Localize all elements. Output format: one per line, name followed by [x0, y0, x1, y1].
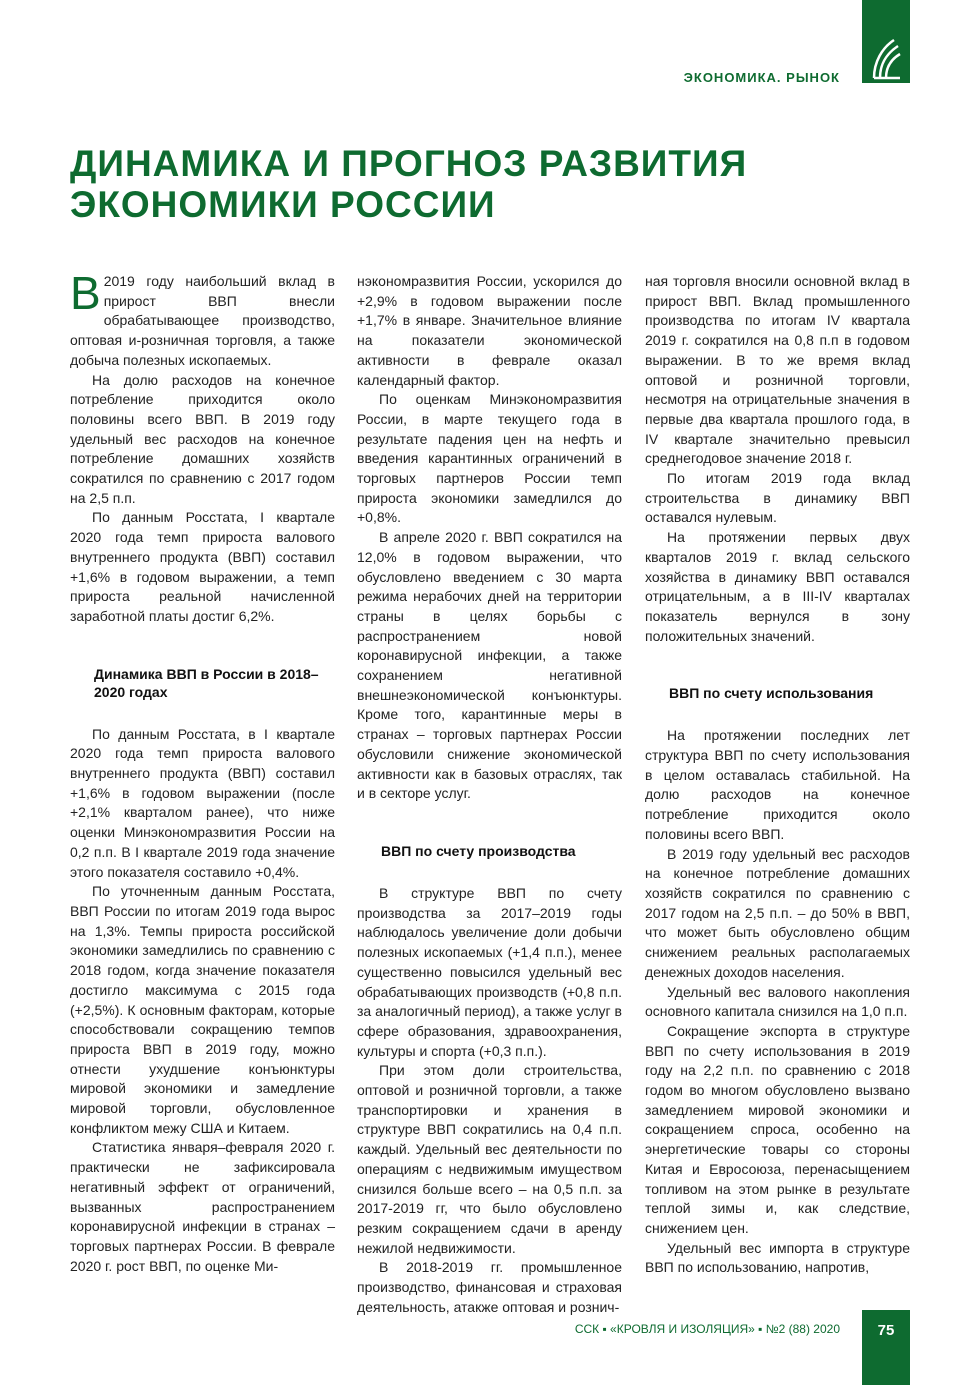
- heading-text: ВВП по счету производства: [381, 842, 576, 859]
- section-heading: [94, 665, 335, 701]
- section-heading: [381, 842, 622, 860]
- title-line: ЭКОНОМИКИ РОССИИ: [70, 184, 496, 225]
- section-tab: [862, 0, 910, 83]
- paragraph: По оценкам Минэкономразвития России, в марте текущего года в результате падения цен на нефть и введения карантинных ограничений в торговых партнеров России темп прироста экономики замедлился до +0,8%.: [357, 391, 622, 526]
- column-3: [645, 272, 910, 1278]
- heading-text: ВВП по счету использования: [669, 685, 874, 702]
- paragraph: На протяжении последних лет структура ВВП по счету использования в целом оставалась стабильной. На долю расходов на конечное потребление приходится около половины всего ВВП.: [645, 727, 910, 842]
- leaf-logo-icon: [870, 38, 902, 80]
- title-line: ДИНАМИКА И ПРОГНОЗ РАЗВИТИЯ: [70, 143, 748, 184]
- paragraph: По уточненным данным Росстата, ВВП России по итогам 2019 года вырос на 1,3%. Темпы прироста российской экономики замедлились по сравнению с 2018 годом, когда значение показателя достигло максимума с 2015 года (+2,5%). К основным факторам, которые способствовали сокращению темпов прироста ВВП в 2019 году, можно отнести ухудшение конъюнктуры мировой экономики и замедление мировой торговли, обусловленное конфликтом межу США и Китаем.: [70, 883, 335, 1136]
- paragraph: нэкономразвития России, ускорился до +2,9% в годовом выражении после +1,7% в январе. Значительное влияние на показатели экономической активности в феврале оказал календарный фактор.: [357, 273, 622, 388]
- page-number: 75: [862, 1310, 910, 1385]
- paragraph: По данным Росстата, I квартале 2020 года темп прироста валового внутреннего продукта (ВВП) составил +1,6% в годовом выражении, а темп прироста реальной начисленной заработной платы достиг 6,2%.: [70, 509, 335, 624]
- column-1: [70, 267, 335, 1276]
- paragraph: На долю расходов на конечное потребление приходится около половины всего ВВП. В 2019 году удельный вес расходов на конечное потребление домашних хозяйств сократился по сравнению с 2017 годом на 2,5 п.п.: [70, 371, 335, 506]
- paragraph: В 2018-2019 гг. промышленное производство, финансовая и страховая деятельность, атакже оптовая и рознич-: [357, 1259, 622, 1315]
- heading-text: Динамика ВВП в России в 2018–2020 годах: [94, 665, 319, 700]
- paragraph: На протяжении первых двух кварталов 2019 г. вклад сельского хозяйства в динамику ВВП оставался отрицательным, а в III-IV кварталах показатель вернулся в зону положительных значений.: [645, 529, 910, 644]
- paragraph-text: 2019 году наибольший вклад в прирост ВВП внесли обрабатывающее производство, оптовая и-розничная торговля, а также добыча полезных ископаемых.: [70, 273, 335, 368]
- paragraph: ная торговля вносили основной вклад в прирост ВВП. Вклад промышленного производства по итогам IV квартала 2019 г. сократился на 0,8 п.п в годовом выражении. В то же время вклад оптовой и розничной торговли, несмотря на отрицательные значения в первые два квартала прошлого года, в IV квартале значительно превысил среднегодовое значение 2018 г.: [645, 273, 910, 467]
- paragraph: [70, 267, 335, 371]
- paragraph: При этом доли строительства, оптовой и розничной торговли, а также транспортировки и хранения в структуре ВВП сократились на 0,4 п.п. каждый. Удельный вес деятельности по операциям с недвижимым имуществом снизился больше всего – на 0,5 п.п. за 2017-2019 гг, что было обусловлено резким сокращением сдачи в аренду нежилой недвижимости.: [357, 1062, 622, 1256]
- paragraph: В структуре ВВП по счету производства за 2017–2019 годы наблюдалось увеличение доли добычи полезных ископаемых (+1,4 п.п.), менее существенно повысился удельный вес обрабатывающих производств (+0,8 п.п. за аналогичный период), а также услуг в сфере образования, здравоохранения, культуры и спорта (+0,3 п.п.).: [357, 884, 622, 1059]
- paragraph: Удельный вес валового накопления основного капитала снизился на 1,0 п.п.: [645, 983, 910, 1020]
- paragraph: По итогам 2019 года вклад строительства в динамику ВВП оставался нулевым.: [645, 470, 910, 526]
- section-label: ЭКОНОМИКА. РЫНОК: [683, 70, 840, 85]
- section-heading: [669, 684, 910, 702]
- paragraph: Удельный вес импорта в структуре ВВП по использованию, напротив,: [645, 1239, 910, 1276]
- paragraph: По данным Росстата, в I квартале 2020 года темп прироста валового внутреннего продукта (ВВП) составил +1,6% в годовом выражении (после +2,1% кварталом ранее), что ниже оценки Минэкономразвития России на 0,2 п.п. В I квартале 2019 года значение этого показателя составило +0,4%.: [70, 725, 335, 880]
- drop-cap: В: [70, 267, 101, 319]
- paragraph: В апреле 2020 г. ВВП сократился на 12,0% в годовом выражении, что обусловлено введением с 30 марта режима нерабочих дней на территории страны в целях борьбы с распространением новой коронавирусной инфекции, а также сохранением негативной внешнеэкономической конъюнктуры. Кроме того, карантинные меры в странах – торговых партнерах России обусловили снижение экономической активности как в базовых отраслях, так и в секторе услуг.: [357, 529, 622, 802]
- page-title: [70, 143, 747, 225]
- column-2: [357, 272, 622, 1317]
- paragraph: Статистика января–февраля 2020 г. практически не зафиксировала негативный эффект от ограничений, вызванных распространением коронавирусной инфекции в странах – торговых партнерах России. В феврале 2020 г. рост ВВП, по оценке Ми-: [70, 1139, 335, 1274]
- paragraph: Сокращение экспорта в структуре ВВП по счету использования в 2019 году на 2,2 п.п. по сравнению с 2018 годом во многом обусловлено вызвано замедлением мировой экономики и сокращением спроса, особенно на энергетические товары со стороны Китая и Евросоюза, перенасыщением топливом на этом рынке в результате теплой зимы и, как следствие, снижением цен.: [645, 1022, 910, 1236]
- journal-footer: ССК ▪ «КРОВЛЯ И ИЗОЛЯЦИЯ» ▪ №2 (88) 2020: [574, 1322, 840, 1336]
- paragraph: В 2019 году удельный вес расходов на конечное потребление домашних хозяйств сократился по сравнению с 2017 годом на 2,5 п.п. – до 50% в ВВП, что может быть обусловлено общим снижением реальных располагаемых денежных доходов населения.: [645, 845, 910, 980]
